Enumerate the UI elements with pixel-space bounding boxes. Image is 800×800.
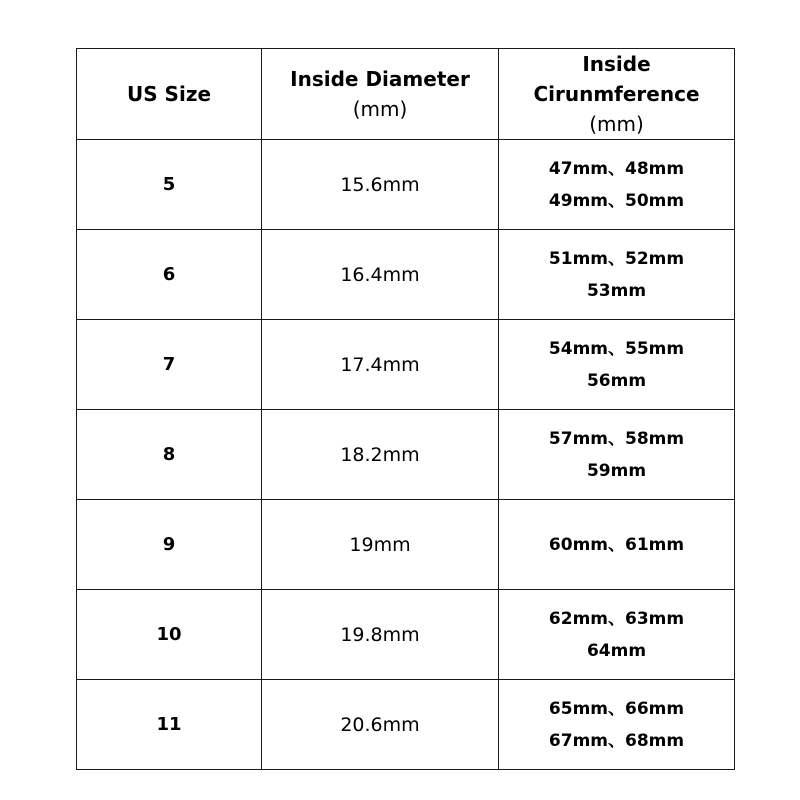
cell-inside-circumference	[499, 230, 735, 320]
cell-inside-diameter: 15.6mm	[262, 140, 499, 230]
header-diameter-label: Inside Diameter	[290, 67, 470, 91]
table-row	[77, 140, 735, 230]
circumference-line: 57mm、58mm	[548, 428, 685, 449]
cell-us-size: 10	[77, 590, 262, 680]
circumference-line: 56mm	[586, 370, 647, 391]
header-circumference-unit: (mm)	[589, 112, 644, 136]
circumference-line: 49mm、50mm	[548, 190, 685, 211]
circumference-line: 64mm	[586, 640, 647, 661]
header-inside-diameter	[262, 49, 499, 140]
cell-inside-diameter: 19mm	[262, 500, 499, 590]
cell-us-size: 5	[77, 140, 262, 230]
cell-inside-circumference	[499, 320, 735, 410]
header-diameter-unit: (mm)	[352, 97, 408, 121]
cell-inside-diameter: 20.6mm	[262, 680, 499, 770]
cell-inside-circumference	[499, 500, 735, 590]
circumference-line: 59mm	[586, 460, 647, 481]
circumference-line: 60mm、61mm	[548, 534, 685, 555]
header-circumference-label: Inside Cirunmference	[533, 52, 700, 106]
table-row	[77, 590, 735, 680]
circumference-line: 62mm、63mm	[548, 608, 685, 629]
table-row	[77, 230, 735, 320]
cell-inside-circumference	[499, 140, 735, 230]
cell-inside-diameter: 16.4mm	[262, 230, 499, 320]
cell-inside-circumference	[499, 590, 735, 680]
header-inside-circumference	[499, 49, 735, 140]
circumference-line: 65mm、66mm	[548, 698, 685, 719]
cell-us-size: 6	[77, 230, 262, 320]
table-row	[77, 680, 735, 770]
circumference-line: 47mm、48mm	[548, 158, 685, 179]
cell-us-size: 9	[77, 500, 262, 590]
table-row	[77, 500, 735, 590]
circumference-line: 67mm、68mm	[548, 730, 685, 751]
header-us-size-label: US Size	[126, 82, 212, 106]
table-row	[77, 410, 735, 500]
ring-size-table	[76, 48, 735, 770]
cell-inside-diameter: 18.2mm	[262, 410, 499, 500]
cell-us-size: 11	[77, 680, 262, 770]
circumference-line: 54mm、55mm	[548, 338, 685, 359]
circumference-line: 51mm、52mm	[548, 248, 685, 269]
table-row	[77, 320, 735, 410]
cell-inside-diameter: 17.4mm	[262, 320, 499, 410]
header-row	[77, 49, 735, 140]
cell-us-size: 7	[77, 320, 262, 410]
header-us-size	[77, 49, 262, 140]
cell-us-size: 8	[77, 410, 262, 500]
cell-inside-circumference	[499, 410, 735, 500]
cell-inside-circumference	[499, 680, 735, 770]
circumference-line: 53mm	[586, 280, 647, 301]
cell-inside-diameter: 19.8mm	[262, 590, 499, 680]
